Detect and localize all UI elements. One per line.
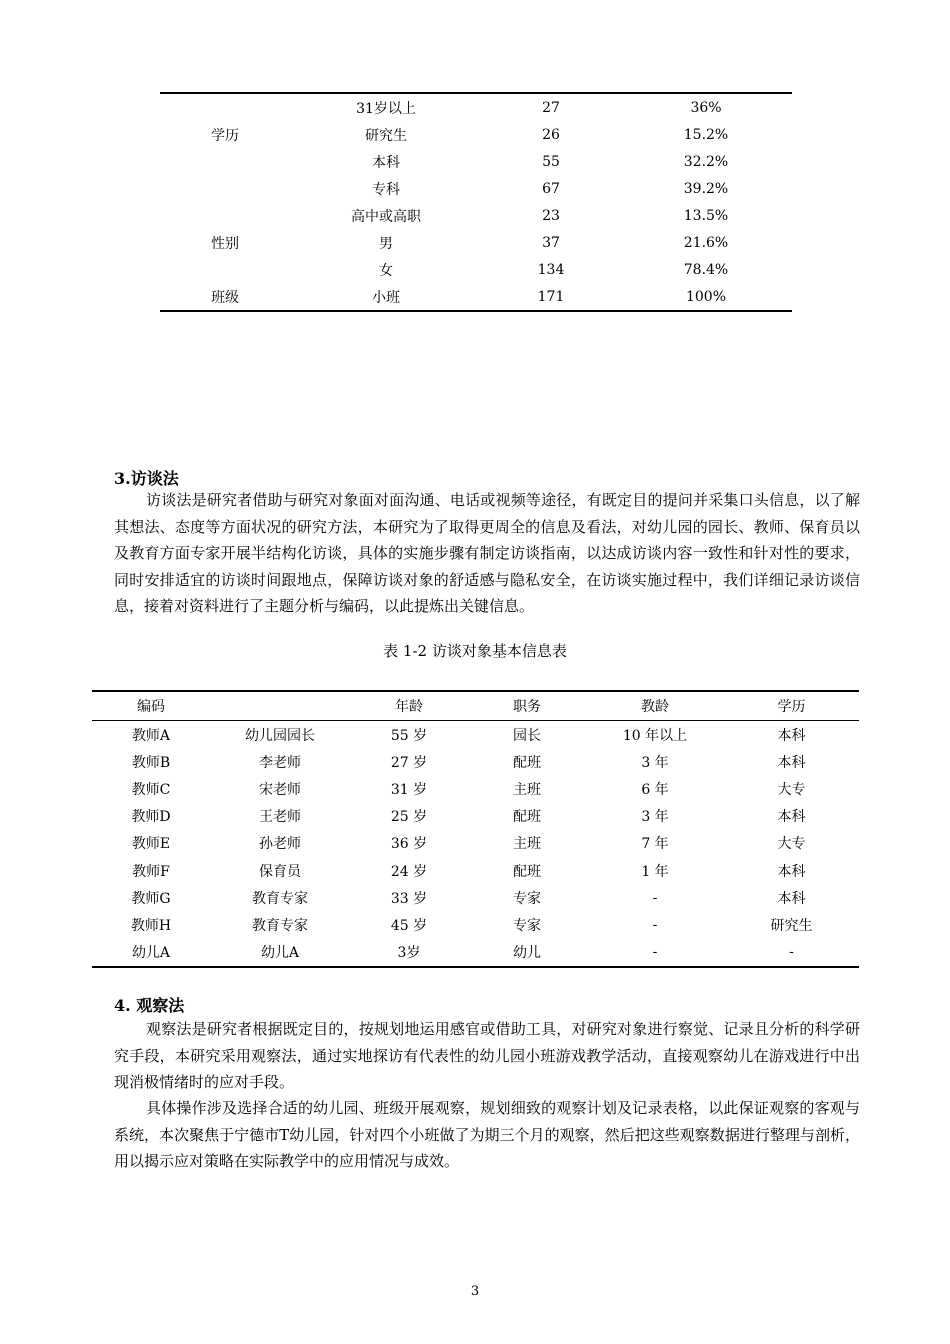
table-cell: 男 bbox=[379, 235, 393, 252]
table-row bbox=[92, 721, 859, 749]
table-cell: - bbox=[789, 944, 794, 961]
table-cell: 13.5% bbox=[683, 207, 729, 224]
table-cell: 7 年 bbox=[641, 836, 669, 853]
table-cell: 32.2% bbox=[683, 153, 729, 170]
demographics-table-body bbox=[160, 94, 792, 310]
table-cell: 教师B bbox=[131, 754, 171, 771]
table-cell: 45 岁 bbox=[390, 917, 428, 934]
table-cell: 33 岁 bbox=[390, 890, 428, 907]
table-cell: 主班 bbox=[513, 781, 541, 798]
table-cell: 55 岁 bbox=[390, 727, 428, 744]
section-3-paragraph: 访谈法是研究者借助与研究对象面对面沟通、电话或视频等途径，有既定目的提问并采集口头信息，以了解其想法、态度等方面状况的研究方法，本研究为了取得更周全的信息及看法，对幼儿园的园长、教师、保育员以及教育方面专家开展半结构化访谈，具体的实施步骤有制定访谈指南，以达成访谈内容一致性和针对性的要求，同时安排适宜的访谈时间跟地点，保障访谈对象的舒适感与隐私安全，在访谈实施过程中，我们详细记录访谈信息，接着对资料进行了主题分析与编码，以此提炼出关键信息。 bbox=[114, 491, 860, 615]
table-cell: 教师G bbox=[131, 890, 171, 907]
table-cell: 学历 bbox=[211, 127, 239, 144]
table-row bbox=[160, 202, 792, 229]
table-cell bbox=[160, 202, 290, 229]
table-cell: 小班 bbox=[372, 289, 400, 306]
table-row bbox=[160, 148, 792, 175]
table-row bbox=[92, 884, 859, 911]
table-cell: 21.6% bbox=[683, 234, 729, 251]
table-cell: 配班 bbox=[513, 863, 541, 880]
interviewee-table-body bbox=[92, 721, 859, 966]
table-cell: 39.2% bbox=[683, 180, 729, 197]
demographics-table bbox=[160, 92, 792, 312]
table-cell: 100% bbox=[685, 288, 727, 305]
table-cell: 24 岁 bbox=[390, 863, 428, 880]
column-header: 职务 bbox=[468, 692, 586, 721]
table-row bbox=[92, 911, 859, 938]
table-cell: 大专 bbox=[777, 781, 806, 798]
table-row bbox=[160, 229, 792, 256]
table-cell: 本科 bbox=[777, 863, 806, 880]
table-cell: 专科 bbox=[372, 181, 400, 198]
table-row bbox=[92, 775, 859, 802]
column-header: 编码 bbox=[92, 692, 210, 721]
table-cell: 3 年 bbox=[641, 809, 669, 826]
table-row bbox=[160, 256, 792, 283]
table-cell: 25 岁 bbox=[390, 809, 428, 826]
table-cell: 31 岁 bbox=[390, 781, 428, 798]
table-row bbox=[92, 857, 859, 884]
table-cell: 36% bbox=[690, 99, 722, 116]
table-cell: 幼儿A bbox=[260, 945, 300, 962]
table-cell: 36 岁 bbox=[390, 836, 428, 853]
table-cell: 本科 bbox=[372, 154, 400, 171]
table-cell: 1 年 bbox=[641, 863, 669, 880]
table-row bbox=[92, 939, 859, 966]
table-row bbox=[92, 748, 859, 775]
table-cell: 27 岁 bbox=[390, 754, 428, 771]
table-row bbox=[160, 283, 792, 310]
table-cell bbox=[160, 175, 290, 202]
table-cell: - bbox=[652, 944, 658, 961]
column-header: 年龄 bbox=[350, 692, 468, 721]
table-cell: 3岁 bbox=[397, 945, 421, 962]
table-cell: 本科 bbox=[777, 727, 806, 744]
table-cell: 配班 bbox=[513, 754, 541, 771]
table-cell: 孙老师 bbox=[259, 836, 301, 853]
table-cell bbox=[160, 148, 290, 175]
table-cell: 班级 bbox=[211, 289, 239, 306]
table-cell: 本科 bbox=[777, 890, 806, 907]
table-cell: 王老师 bbox=[259, 809, 301, 826]
column-header bbox=[210, 692, 350, 721]
table-cell: 37 bbox=[542, 234, 560, 251]
table-cell: 15.2% bbox=[683, 126, 729, 143]
table-cell: 26 bbox=[542, 126, 560, 143]
table-cell: - bbox=[652, 889, 658, 906]
table-cell: 专家 bbox=[513, 917, 541, 934]
table-cell: 67 bbox=[542, 180, 560, 197]
table-cell bbox=[160, 256, 290, 283]
table-cell: 教师C bbox=[131, 781, 171, 798]
table-cell: 78.4% bbox=[683, 261, 729, 278]
table-cell: 教育专家 bbox=[252, 890, 308, 907]
table-cell: 李老师 bbox=[259, 754, 301, 771]
table-cell: 幼儿 bbox=[513, 945, 541, 962]
table-cell: 教育专家 bbox=[252, 917, 308, 934]
table-cell: 宋老师 bbox=[259, 781, 301, 798]
table-row bbox=[160, 175, 792, 202]
table-cell: 女 bbox=[379, 262, 393, 279]
table-row bbox=[160, 121, 792, 148]
table-cell: 研究生 bbox=[770, 917, 813, 934]
table-cell: 本科 bbox=[777, 809, 806, 826]
table-cell: 高中或高职 bbox=[351, 208, 421, 225]
table-cell: 专家 bbox=[513, 890, 541, 907]
table-cell: 本科 bbox=[777, 754, 806, 771]
table-cell: 配班 bbox=[513, 809, 541, 826]
table-cell: 6 年 bbox=[641, 781, 669, 798]
table-cell: 3 年 bbox=[641, 754, 669, 771]
table-row bbox=[160, 94, 792, 121]
interviewee-table-header bbox=[92, 692, 859, 721]
table-cell: 55 bbox=[542, 153, 560, 170]
section-3-heading: 3.访谈法 bbox=[114, 469, 179, 488]
table-cell: 27 bbox=[542, 99, 560, 116]
table-cell: 保育员 bbox=[259, 863, 301, 880]
table-cell: 大专 bbox=[777, 836, 806, 853]
table-cell: 171 bbox=[537, 288, 565, 305]
interviewee-table bbox=[92, 690, 859, 968]
table-cell: 23 bbox=[542, 207, 560, 224]
table-cell: 主班 bbox=[513, 836, 541, 853]
page-number: 3 bbox=[470, 1284, 480, 1299]
table-cell: 幼儿园园长 bbox=[245, 727, 315, 744]
table-cell: 教师D bbox=[131, 809, 171, 826]
table-cell: 教师H bbox=[130, 917, 172, 934]
column-header: 学历 bbox=[724, 692, 859, 721]
table-cell bbox=[160, 94, 290, 121]
table-row bbox=[92, 803, 859, 830]
table-cell: 教师E bbox=[131, 836, 171, 853]
section-4-heading: 4. 观察法 bbox=[114, 996, 185, 1015]
table-2-caption: 表 1-2 访谈对象基本信息表 bbox=[383, 642, 567, 660]
table-cell: 幼儿A bbox=[131, 945, 171, 962]
table-cell: 教师F bbox=[132, 863, 170, 880]
table-cell: 31岁以上 bbox=[356, 100, 416, 117]
table-row bbox=[92, 830, 859, 857]
table-cell: 性别 bbox=[211, 235, 239, 252]
section-4-paragraph-1: 观察法是研究者根据既定目的，按规划地运用感官或借助工具，对研究对象进行察觉、记录且分析的科学研究手段，本研究采用观察法，通过实地探访有代表性的幼儿园小班游戏教学活动，直接观察幼儿在游戏进行中出现消极情绪时的应对手段。 bbox=[114, 1020, 860, 1091]
column-header: 教龄 bbox=[586, 692, 724, 721]
section-4-paragraph-2: 具体操作涉及选择合适的幼儿园、班级开展观察，规划细致的观察计划及记录表格，以此保证观察的客观与系统，本次聚焦于宁德市T幼儿园，针对四个小班做了为期三个月的观察，然后把这些观察数据进行整理与剖析，用以揭示应对策略在实际教学中的应用情况与成效。 bbox=[114, 1099, 860, 1170]
table-cell: 教师A bbox=[131, 727, 171, 744]
table-cell: 10 年以上 bbox=[622, 727, 688, 744]
table-cell: 134 bbox=[537, 261, 565, 278]
table-cell: 园长 bbox=[513, 727, 541, 744]
table-cell: 研究生 bbox=[365, 127, 407, 144]
table-cell: - bbox=[652, 916, 658, 933]
